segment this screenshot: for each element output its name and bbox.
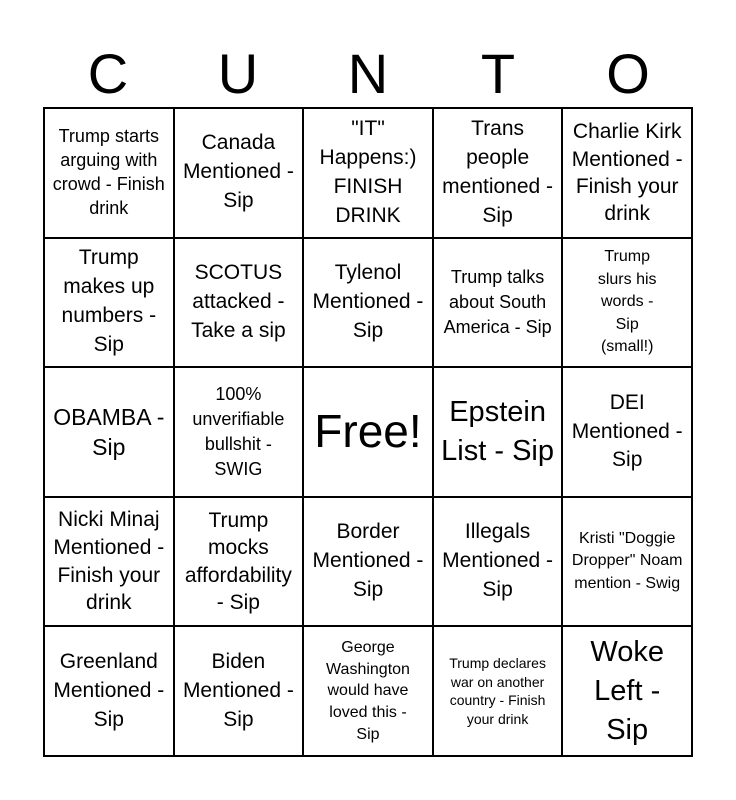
- bingo-cell[interactable]: [174, 497, 304, 627]
- bingo-cell[interactable]: [303, 497, 433, 627]
- bingo-cell[interactable]: [174, 367, 304, 497]
- bingo-cell[interactable]: [303, 108, 433, 238]
- bingo-cell[interactable]: [303, 626, 433, 756]
- bingo-cell[interactable]: [174, 108, 304, 238]
- cell-text: Trump slurs his words - Sip (small!): [597, 248, 657, 355]
- bingo-board: [43, 107, 693, 757]
- cell-text: Epstein List - Sip: [441, 396, 554, 467]
- cell-text: Border Mentioned - Sip: [312, 520, 424, 602]
- cell-text: Free!: [314, 405, 422, 458]
- header-letter-n: N: [347, 42, 389, 105]
- cell-text: SCOTUS attacked - Take a sip: [191, 260, 286, 342]
- free-cell[interactable]: [303, 367, 433, 497]
- bingo-cell[interactable]: [174, 238, 304, 368]
- bingo-header: [43, 40, 693, 108]
- cell-text: OBAMBA - Sip: [53, 403, 165, 460]
- bingo-cell[interactable]: [44, 108, 174, 238]
- cell-text: Greenland Mentioned - Sip: [53, 649, 165, 731]
- bingo-cell[interactable]: [433, 367, 563, 497]
- bingo-cell[interactable]: [44, 626, 174, 756]
- cell-text: "IT" Happens:) FINISH DRINK: [319, 116, 417, 227]
- bingo-cell[interactable]: [174, 626, 304, 756]
- bingo-cell[interactable]: [44, 238, 174, 368]
- bingo-cell[interactable]: [562, 497, 692, 627]
- cell-text: Biden Mentioned - Sip: [182, 649, 294, 731]
- cell-text: Illegals Mentioned - Sip: [442, 520, 554, 602]
- cell-text: 100% unverifiable bullshit - SWIG: [192, 383, 285, 480]
- bingo-cell[interactable]: [562, 626, 692, 756]
- bingo-cell[interactable]: [433, 238, 563, 368]
- cell-text: Trump makes up numbers - Sip: [61, 246, 157, 357]
- header-letter-u: U: [217, 42, 259, 105]
- bingo-cell[interactable]: [433, 626, 563, 756]
- bingo-cell[interactable]: [433, 108, 563, 238]
- bingo-cell[interactable]: [303, 238, 433, 368]
- cell-text: Nicki Minaj Mentioned - Finish your drink: [53, 508, 165, 615]
- bingo-cell[interactable]: [44, 497, 174, 627]
- cell-text: Kristi "Doggie Dropper" Noam mention - Swig: [571, 530, 683, 592]
- bingo-cell[interactable]: [562, 367, 692, 497]
- cell-text: Trump starts arguing with crowd - Finish drink: [52, 126, 165, 218]
- cell-text: Trans people mentioned -Sip: [442, 116, 554, 227]
- cell-text: Tylenol Mentioned - Sip: [312, 260, 424, 342]
- cell-text: Trump declares war on another country - Finish your drink: [449, 655, 546, 727]
- cell-text: Trump talks about South America - Sip: [443, 266, 552, 337]
- cell-text: Canada Mentioned - Sip: [182, 131, 294, 213]
- bingo-cell[interactable]: [562, 108, 692, 238]
- bingo-cell[interactable]: [44, 367, 174, 497]
- header-letter-c: C: [87, 42, 129, 105]
- cell-text: DEI Mentioned - Sip: [571, 390, 683, 472]
- cell-text: Trump mocks affordability - Sip: [184, 509, 292, 614]
- cell-text: Charlie Kirk Mentioned - Finish your drink: [571, 120, 683, 226]
- header-letter-o: O: [606, 42, 650, 105]
- cell-text: George Washington would have loved this - Sip: [326, 638, 410, 743]
- cell-text: Woke Left - Sip: [590, 635, 664, 746]
- bingo-cell[interactable]: [433, 497, 563, 627]
- header-letter-t: T: [480, 42, 516, 105]
- bingo-cell[interactable]: [562, 238, 692, 368]
